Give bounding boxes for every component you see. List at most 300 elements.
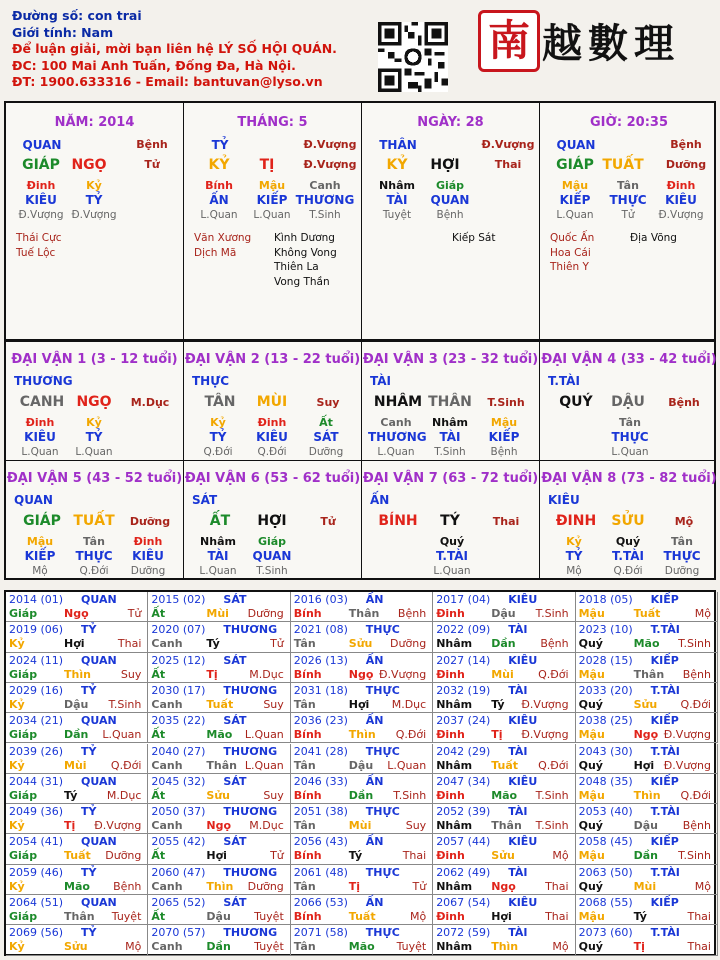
- star-list-left: [550, 231, 594, 275]
- heavenly-stem: Đinh: [436, 728, 465, 742]
- year-cell[interactable]: [291, 804, 433, 834]
- cycle-state: T.Sinh: [393, 788, 427, 802]
- year-label: 2039 (26): [9, 744, 64, 758]
- year-cell[interactable]: [433, 592, 575, 622]
- year-cell[interactable]: [433, 804, 575, 834]
- earthly-branch: HỢI: [430, 157, 460, 173]
- heavenly-stem: Ất: [151, 607, 166, 620]
- earthly-branch: Dậu: [633, 819, 658, 833]
- year-cell[interactable]: [576, 774, 718, 804]
- dai-van-title: ĐẠI VẬN 7 (63 - 72 tuổi): [362, 471, 539, 486]
- cycle-state: Bệnh: [682, 667, 711, 681]
- year-label: 2065 (52): [151, 896, 206, 909]
- heavenly-stem: Canh: [151, 879, 183, 893]
- year-label: 2016 (03): [293, 593, 348, 606]
- pillar-title: NGÀY: 28: [417, 115, 484, 130]
- earthly-branch: Thìn: [64, 667, 91, 681]
- year-label: 2049 (36): [9, 805, 64, 819]
- earthly-branch: Dậu: [491, 607, 516, 620]
- year-label: 2017 (04): [436, 593, 491, 606]
- cycle-state: Mộ: [552, 940, 569, 954]
- year-cell[interactable]: [433, 653, 575, 683]
- hidden-god: KIÊU: [256, 430, 288, 444]
- cycle-state: T.Sinh: [535, 607, 569, 620]
- year-cell[interactable]: [6, 683, 148, 713]
- hidden-state: Tuyệt: [382, 209, 412, 221]
- earthly-branch: SỬU: [611, 513, 645, 529]
- year-label: 2022 (09): [436, 623, 491, 637]
- year-cell[interactable]: [6, 774, 148, 804]
- star-list-right: [630, 231, 677, 246]
- ten-god-label: THƯƠNG: [223, 805, 278, 819]
- year-cell[interactable]: [291, 683, 433, 713]
- year-cell[interactable]: [576, 683, 718, 713]
- year-cell[interactable]: [148, 865, 290, 895]
- earthly-branch: Ngọ: [348, 667, 374, 681]
- earthly-branch: HỢI: [257, 513, 287, 529]
- earthly-branch: Tuất: [491, 758, 518, 772]
- cycle-state: Dưỡng: [247, 607, 284, 620]
- hidden-state: Đ.Vượng: [658, 209, 704, 221]
- qr-code-icon[interactable]: [378, 22, 448, 92]
- heavenly-stem: Canh: [151, 940, 183, 954]
- earthly-branch: Thìn: [206, 879, 234, 893]
- star-item: Kiếp Sát: [452, 232, 496, 244]
- year-label: 2045 (32): [151, 774, 206, 788]
- ten-god-label: THƯƠNG: [223, 926, 278, 940]
- year-cell[interactable]: [576, 895, 718, 925]
- cycle-state: Thai: [545, 879, 569, 893]
- ten-god-label: TÀI: [370, 374, 392, 388]
- year-cell[interactable]: [291, 865, 433, 895]
- cycle-state: Mộ: [125, 940, 142, 954]
- ten-god-label: SÁT: [223, 593, 247, 606]
- heavenly-stem: GIÁP: [22, 157, 60, 173]
- year-cell[interactable]: [433, 925, 575, 955]
- earthly-branch: MÙI: [256, 394, 288, 410]
- pillar-cell: [6, 103, 184, 339]
- heavenly-stem: ĐINH: [555, 513, 597, 529]
- year-cell[interactable]: [6, 804, 148, 834]
- earthly-branch: Tý: [491, 697, 505, 711]
- star-item: Vong Thần: [274, 275, 330, 288]
- hidden-state: Q.Đới: [613, 565, 643, 577]
- year-cell[interactable]: [6, 653, 148, 683]
- ten-god-label: TÀI: [508, 926, 528, 940]
- year-cell[interactable]: [6, 622, 148, 652]
- heavenly-stem: Nhâm: [436, 879, 473, 893]
- heavenly-stem: Kỷ: [9, 940, 25, 954]
- header-line-4: ĐC: 100 Mai Anh Tuấn, Đống Đa, Hà Nội.: [12, 57, 296, 73]
- heavenly-stem: Mậu: [578, 667, 605, 681]
- dai-van-title: ĐẠI VẬN 2 (13 - 22 tuổi): [184, 352, 361, 367]
- year-cell[interactable]: [576, 804, 718, 834]
- year-cell[interactable]: [148, 925, 290, 955]
- year-cell[interactable]: [148, 774, 290, 804]
- earthly-branch: Hợi: [64, 637, 85, 651]
- hidden-stem: Mậu: [561, 179, 589, 192]
- hidden-god: KIẾP: [24, 549, 56, 563]
- heavenly-stem: Đinh: [436, 607, 465, 620]
- year-cell[interactable]: [576, 592, 718, 622]
- year-cell[interactable]: [291, 653, 433, 683]
- pillar-title: NĂM: 2014: [54, 115, 135, 130]
- ten-god-label: ẤN: [370, 493, 390, 507]
- ten-god-label: THỰC: [365, 805, 400, 819]
- year-label: 2050 (37): [151, 805, 206, 819]
- year-label: 2036 (23): [293, 714, 348, 728]
- year-cell[interactable]: [576, 744, 718, 774]
- earthly-branch: Hợi: [633, 758, 655, 772]
- heavenly-stem: Ất: [151, 788, 166, 802]
- ten-god-label: T.TÀI: [650, 926, 680, 940]
- year-label: 2055 (42): [151, 835, 206, 849]
- year-cell[interactable]: [576, 713, 718, 743]
- cycle-state: Đ.Vượng: [521, 728, 569, 742]
- year-cell[interactable]: [6, 592, 148, 622]
- heavenly-stem: Nhâm: [436, 819, 473, 833]
- year-label: 2066 (53): [293, 896, 348, 909]
- year-label: 2056 (43): [293, 835, 348, 849]
- year-label: 2021 (08): [293, 623, 348, 637]
- year-cell[interactable]: [433, 713, 575, 743]
- year-cell[interactable]: [576, 653, 718, 683]
- earthly-branch: Dần: [348, 788, 374, 802]
- year-label: 2035 (22): [151, 714, 206, 728]
- heavenly-stem: Quý: [578, 697, 603, 711]
- ten-god-label: TÀI: [508, 623, 528, 637]
- star-item: Thiên La: [274, 261, 319, 273]
- earthly-branch: Mùi: [633, 879, 657, 893]
- brand-logo: [478, 10, 713, 82]
- ten-god-label: TỶ: [81, 865, 97, 879]
- pillar-cell: [184, 103, 362, 339]
- hidden-state: L.Quan: [21, 446, 59, 458]
- ten-god-label: TỶ: [81, 805, 97, 819]
- heavenly-stem: GIÁP: [23, 513, 61, 529]
- hidden-state: Tử: [621, 209, 635, 221]
- ten-god-label: KIẾP: [650, 714, 679, 728]
- heavenly-stem: Quý: [578, 879, 603, 893]
- year-cell[interactable]: [291, 592, 433, 622]
- heavenly-stem: Bính: [293, 788, 322, 802]
- heavenly-stem: Tân: [293, 879, 316, 893]
- year-cell[interactable]: [148, 804, 290, 834]
- dai-van-title: ĐẠI VẬN 8 (73 - 82 tuổi): [541, 471, 717, 486]
- earthly-branch: Dậu: [64, 697, 89, 711]
- heavenly-stem: Quý: [578, 758, 603, 772]
- ten-god-label: QUAN: [556, 138, 596, 152]
- ten-god-label: KIẾP: [650, 896, 679, 909]
- year-cell[interactable]: [576, 925, 718, 955]
- hidden-stem: Kỷ: [86, 416, 102, 429]
- ten-god-label: KIẾP: [650, 593, 679, 606]
- hidden-stem: Bính: [205, 179, 233, 192]
- year-label: 2052 (39): [436, 805, 491, 819]
- branch-state: Đ.Vượng: [303, 158, 357, 171]
- earthly-branch: Dậu: [206, 910, 231, 923]
- earthly-branch: Mùi: [64, 758, 87, 772]
- earthly-branch: Ngọ: [206, 819, 232, 833]
- god-state: Đ.Vượng: [481, 138, 535, 151]
- year-label: 2025 (12): [151, 653, 206, 667]
- header-line-3: Để luận giải, mời bạn liên hệ LÝ SỐ HỘI QUÁN.: [12, 41, 337, 56]
- hidden-god: TỶ: [85, 193, 103, 207]
- year-cell[interactable]: [291, 834, 433, 864]
- year-label: 2023 (10): [578, 623, 633, 637]
- cycle-state: Dưỡng: [105, 849, 142, 863]
- ten-god-label: THÂN: [379, 138, 417, 152]
- ten-god-label: T.TÀI: [650, 683, 680, 697]
- year-cell[interactable]: [6, 925, 148, 955]
- ten-god-label: THỰC: [365, 683, 400, 697]
- year-cell[interactable]: [6, 834, 148, 864]
- earthly-branch: THÂN: [428, 394, 472, 410]
- hidden-state: L.Quan: [556, 209, 594, 221]
- ten-god-label: ẤN: [365, 714, 384, 728]
- heavenly-stem: KỶ: [386, 157, 408, 173]
- year-cell[interactable]: [148, 592, 290, 622]
- heavenly-stem: Kỷ: [9, 637, 25, 651]
- heavenly-stem: Đinh: [436, 788, 465, 802]
- cycle-state: Bệnh: [397, 607, 427, 620]
- heavenly-stem: QUÝ: [559, 394, 593, 410]
- year-cell[interactable]: [6, 865, 148, 895]
- cycle-state: Đ.Vượng: [663, 728, 711, 742]
- heavenly-stem: Kỷ: [9, 697, 25, 711]
- dai-van-title: ĐẠI VẬN 1 (3 - 12 tuổi): [11, 352, 178, 367]
- year-cell[interactable]: [6, 713, 148, 743]
- year-label: 2026 (13): [293, 653, 348, 667]
- hidden-stem: Tân: [617, 179, 639, 192]
- cycle-state: M.Dục: [130, 396, 170, 409]
- hidden-state: L.Quan: [611, 446, 649, 458]
- star-item: Văn Xương: [194, 232, 252, 244]
- ten-god-label: SÁT: [192, 493, 218, 507]
- year-cell[interactable]: [433, 683, 575, 713]
- star-item: Thiên Y: [550, 261, 589, 273]
- ten-god-label: KIÊU: [508, 774, 538, 788]
- ten-god-label: TỶ: [81, 683, 97, 697]
- year-cell[interactable]: [291, 925, 433, 955]
- branch-state: Dưỡng: [665, 158, 707, 171]
- ten-god-label: THỰC: [365, 623, 400, 637]
- cycle-state: Q.Đới: [395, 728, 427, 742]
- year-label: 2040 (27): [151, 744, 206, 758]
- heavenly-stem: Tân: [293, 637, 316, 651]
- dai-van-cell: [6, 342, 184, 460]
- cycle-state: T.Sinh: [678, 849, 711, 863]
- ten-god-label: QUAN: [14, 493, 53, 507]
- year-label: 2032 (19): [436, 683, 491, 697]
- earthly-branch: Thìn: [348, 728, 376, 742]
- four-pillars-grid: [4, 101, 716, 341]
- earthly-branch: Mão: [64, 879, 90, 893]
- ten-god-label: KIẾP: [650, 653, 679, 667]
- ten-god-label: THỰC: [192, 374, 230, 388]
- cycle-state: Q.Đới: [538, 758, 569, 772]
- earthly-branch: Sửu: [491, 849, 515, 863]
- earthly-branch: Dần: [491, 637, 516, 651]
- year-cell[interactable]: [433, 622, 575, 652]
- heavenly-stem: Giáp: [9, 849, 38, 863]
- cycle-state: Thai: [492, 515, 520, 528]
- dai-van-title: ĐẠI VẬN 3 (23 - 32 tuổi): [362, 352, 539, 367]
- star-list-left: [194, 231, 251, 260]
- hidden-state: Q.Đới: [257, 446, 287, 458]
- heavenly-stem: Nhâm: [436, 758, 473, 772]
- hidden-state: T.Sinh: [256, 565, 288, 577]
- brand-name: 越數理: [542, 20, 680, 67]
- star-item: Dịch Mã: [194, 246, 237, 259]
- hidden-god: KIÊU: [132, 549, 164, 563]
- cycle-state: Thai: [545, 910, 569, 923]
- cycle-state: Tử: [412, 879, 427, 893]
- dai-van-cell: [184, 461, 362, 579]
- year-label: 2030 (17): [151, 683, 206, 697]
- seal-icon: 南: [478, 10, 540, 72]
- cycle-state: Suy: [120, 667, 142, 681]
- earthly-branch: TÝ: [440, 513, 460, 529]
- year-cell[interactable]: [576, 622, 718, 652]
- cycle-state: Q.Đới: [680, 788, 711, 802]
- year-cell[interactable]: [291, 895, 433, 925]
- cycle-state: M.Dục: [106, 788, 142, 802]
- year-cell[interactable]: [148, 622, 290, 652]
- year-cell[interactable]: [576, 865, 718, 895]
- year-cell[interactable]: [148, 683, 290, 713]
- hidden-state: Mộ: [32, 565, 48, 577]
- header-line-5: ĐT: 1900.633316 - Email: bantuvan@lyso.vn: [12, 74, 323, 89]
- heavenly-stem: Bính: [293, 910, 322, 923]
- year-cell[interactable]: [6, 744, 148, 774]
- year-cell[interactable]: [148, 713, 290, 743]
- earthly-branch: Mão: [206, 728, 233, 742]
- year-cell[interactable]: [148, 834, 290, 864]
- year-label: 2019 (06): [9, 623, 64, 637]
- star-item: Không Vong: [274, 246, 337, 259]
- year-label: 2027 (14): [436, 653, 491, 667]
- hidden-god: KIÊU: [25, 193, 57, 207]
- hidden-stem: Đinh: [26, 179, 56, 192]
- year-cell[interactable]: [433, 774, 575, 804]
- year-cell[interactable]: [576, 834, 718, 864]
- year-label: 2043 (30): [578, 744, 633, 758]
- year-label: 2071 (58): [293, 926, 348, 940]
- year-cell[interactable]: [148, 744, 290, 774]
- year-cell[interactable]: [291, 622, 433, 652]
- hidden-state: Q.Đới: [79, 565, 109, 577]
- heavenly-stem: Nhâm: [436, 940, 473, 954]
- ten-god-label: THỰC: [365, 865, 400, 879]
- earthly-branch: Mão: [491, 788, 518, 802]
- cycle-state: T.Sinh: [487, 396, 525, 409]
- earthly-branch: Tý: [64, 788, 78, 802]
- year-cell[interactable]: [291, 774, 433, 804]
- year-cell[interactable]: [148, 653, 290, 683]
- year-cell[interactable]: [6, 895, 148, 925]
- ten-god-label: TỶ: [81, 926, 97, 940]
- earthly-branch: Tuất: [64, 849, 91, 863]
- hidden-state: L.Quan: [253, 209, 291, 221]
- cycle-state: Tử: [127, 607, 142, 620]
- star-list-right: [452, 231, 495, 246]
- earthly-branch: Thân: [491, 819, 522, 833]
- hidden-state: Bệnh: [490, 446, 518, 458]
- pillar-cell: [362, 103, 540, 339]
- hidden-stem: Kỷ: [566, 535, 582, 548]
- year-cell[interactable]: [291, 713, 433, 743]
- cycle-state: Mộ: [694, 879, 711, 893]
- hidden-state: Bệnh: [436, 209, 464, 221]
- hidden-stem: Đinh: [257, 416, 287, 429]
- earthly-branch: Tị: [206, 667, 218, 681]
- year-cell[interactable]: [433, 895, 575, 925]
- earthly-branch: Dần: [633, 849, 658, 863]
- heavenly-stem: Mậu: [578, 910, 605, 923]
- year-label: 2024 (11): [9, 653, 64, 667]
- hidden-god: KIẾP: [488, 430, 520, 444]
- heavenly-stem: Tân: [293, 819, 316, 833]
- earthly-branch: Tị: [633, 940, 645, 954]
- hidden-god: KIÊU: [665, 193, 697, 207]
- heavenly-stem: Giáp: [9, 910, 38, 923]
- cycle-state: Q.Đới: [110, 758, 142, 772]
- year-cell[interactable]: [291, 744, 433, 774]
- star-item: Hoa Cái: [550, 246, 591, 259]
- hidden-state: Đ.Vượng: [18, 209, 64, 221]
- year-cell[interactable]: [433, 744, 575, 774]
- ten-god-label: ẤN: [365, 774, 384, 788]
- ten-god-label: KIÊU: [508, 653, 538, 667]
- year-label: 2072 (59): [436, 926, 491, 940]
- year-label: 2037 (24): [436, 714, 491, 728]
- ten-god-label: TỶ: [81, 623, 97, 637]
- year-label: 2073 (60): [578, 926, 633, 940]
- branch-state: Thai: [494, 158, 522, 171]
- heavenly-stem: Đinh: [436, 910, 465, 923]
- hidden-god: KIÊU: [24, 430, 56, 444]
- year-label: 2031 (18): [293, 683, 348, 697]
- heavenly-stem: Kỷ: [9, 819, 25, 833]
- year-label: 2018 (05): [578, 593, 633, 606]
- hidden-god: SÁT: [313, 430, 339, 444]
- dai-van-title: ĐẠI VẬN 4 (33 - 42 tuổi): [541, 352, 717, 367]
- star-item: Địa Võng: [630, 232, 677, 244]
- year-cell[interactable]: [433, 834, 575, 864]
- year-label: 2059 (46): [9, 865, 64, 879]
- cycle-state: Tuyệt: [254, 910, 284, 923]
- earthly-branch: Thân: [348, 607, 380, 620]
- cycle-state: Thai: [117, 637, 142, 651]
- hidden-god: TỶ: [85, 430, 103, 444]
- pillar-cell: [540, 103, 718, 339]
- year-cell[interactable]: [148, 895, 290, 925]
- cycle-state: L.Quan: [102, 728, 142, 742]
- cycle-state: Mộ: [674, 515, 694, 528]
- hidden-stem: Kỷ: [210, 416, 226, 429]
- cycle-state: Bệnh: [113, 879, 142, 893]
- year-label: 2061 (48): [293, 865, 348, 879]
- cycle-state: Bệnh: [540, 637, 569, 651]
- year-cell[interactable]: [433, 865, 575, 895]
- earthly-branch: Thân: [206, 758, 237, 772]
- hidden-stem: Giáp: [435, 179, 465, 192]
- header-line-2: Giới tính: Nam: [12, 24, 114, 40]
- year-label: 2063 (50): [578, 865, 633, 879]
- hidden-state: Mộ: [566, 565, 582, 577]
- earthly-branch: Tuất: [206, 697, 234, 711]
